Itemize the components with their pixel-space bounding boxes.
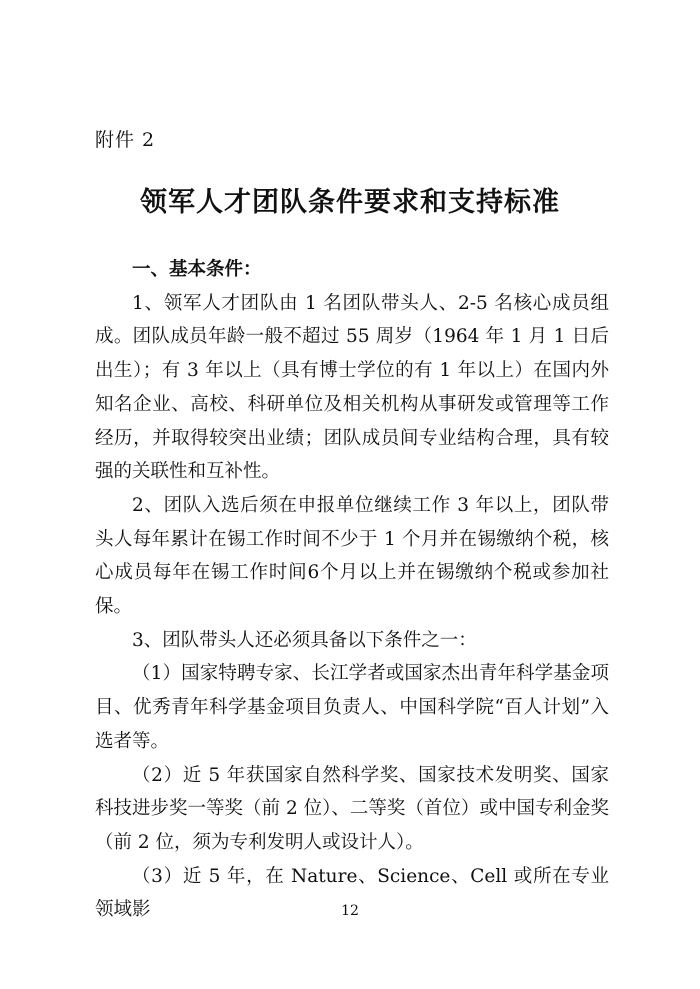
document-body [95, 253, 609, 927]
paragraph-team-composition: 1、领军人才团队由 1 名团队带头人、2-5 名核心成员组成。团队成员年龄一般不超过 55 周岁（1964 年 1 月 1 日后出生）；有 3 年以上（具有博士学位的有 1 年以上）在国内外知名企业、高校、科研单位及相关机构从事研发或管理等工作经历，并取得较突出业绩；团队成员间专业结构合理，具有较强的关联性和互补性。 [95, 292, 609, 483]
paragraph-condition-3: （3）近 5 年，在 Nature、Science、Cell 或所在专业领域影 [95, 865, 609, 921]
document-title: 领军人才团队条件要求和支持标准 [140, 187, 560, 218]
paragraph-condition-2: （2）近 5 年获国家自然科学奖、国家技术发明奖、国家科技进步奖一等奖（前 2 位）、二等奖（首位）或中国专利金奖（前 2 位，须为专利发明人或设计人）。 [95, 764, 609, 853]
paragraph-condition-1: （1）国家特聘专家、长江学者或国家杰出青年科学基金项目、优秀青年科学基金项目负责人、中国科学院“百人计划”入选者等。 [95, 663, 609, 752]
page-number: 12 [341, 903, 359, 919]
attachment-label: 附件 2 [95, 129, 156, 151]
section-heading-basic-conditions: 一、基本条件： [132, 259, 262, 280]
paragraph-work-requirements: 2、团队入选后须在申报单位继续工作 3 年以上，团队带头人每年累计在锡工作时间不少于 1 个月并在锡缴纳个税，核心成员每年在锡工作时间6个月以上并在锡缴纳个税或参加社保。 [95, 494, 609, 618]
paragraph-leader-conditions: 3、团队带头人还必须具备以下条件之一： [132, 629, 477, 651]
